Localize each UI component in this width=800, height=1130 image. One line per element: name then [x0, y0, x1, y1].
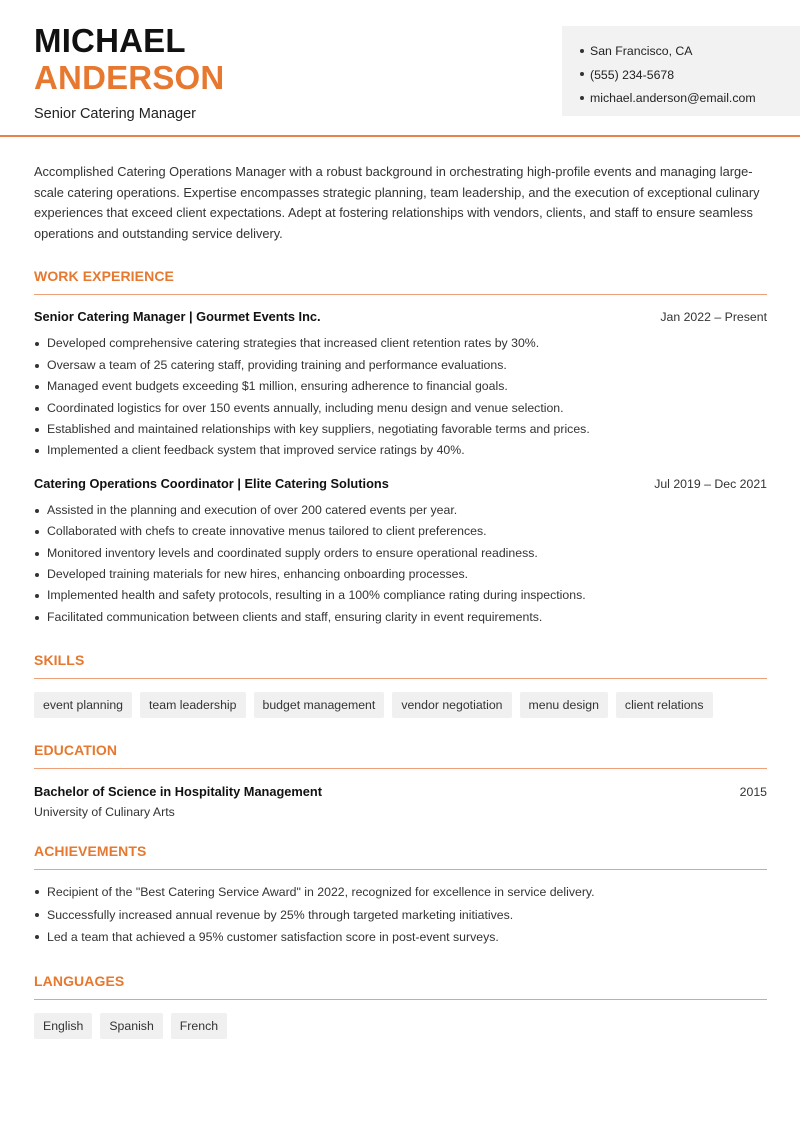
summary: Accomplished Catering Operations Manager with a robust background in orchestrating high-profile events and managing large-scale catering operations. Expertise encompasses strategic planning, team leadership, and the execution of exceptional culinary experiences that exceed client expectations. Adept at fostering relationships with vendors, clients, and staff to ensure seamless operations and outstanding service delivery. — [34, 164, 760, 241]
job-bullet: Assisted in the planning and execution of over 200 catered events per year. — [34, 500, 767, 521]
achievement-item: Recipient of the "Best Catering Service Award" in 2022, recognized for excellence in service delivery. — [34, 881, 767, 904]
resume-body — [34, 162, 767, 1039]
job-dates: Jul 2019 – Dec 2021 — [654, 476, 767, 491]
job-header — [34, 309, 767, 324]
skill-tag: client relations — [616, 692, 713, 718]
last-name: ANDERSON — [34, 59, 225, 96]
job-dates: Jan 2022 – Present — [660, 310, 767, 325]
job-bullet: Developed training materials for new hires, enhancing onboarding processes. — [34, 564, 767, 585]
job-entry — [34, 309, 767, 461]
skill-tag: vendor negotiation — [392, 692, 511, 718]
job-bullet: Developed comprehensive catering strategies that increased client retention rates by 30%. — [34, 333, 767, 354]
section-title-work: WORK EXPERIENCE — [34, 268, 767, 295]
bullet-icon — [580, 49, 584, 53]
job-bullet: Implemented a client feedback system that improved service ratings by 40%. — [34, 440, 767, 461]
section-title-skills: SKILLS — [34, 652, 767, 679]
languages-list — [34, 1013, 767, 1039]
job-role: Senior Catering Manager | Gourmet Events Inc. — [34, 309, 321, 325]
achievement-item: Led a team that achieved a 95% customer satisfaction score in post-event surveys. — [34, 926, 767, 949]
section-title-education: EDUCATION — [34, 742, 767, 769]
location-text: San Francisco, CA — [590, 44, 693, 58]
job-entry — [34, 476, 767, 628]
skill-tag: budget management — [254, 692, 385, 718]
contact-phone — [580, 64, 800, 88]
skills-list — [34, 692, 767, 718]
email-text: michael.anderson@email.com — [590, 91, 756, 105]
job-bullet: Monitored inventory levels and coordinated supply orders to ensure operational readiness. — [34, 543, 767, 564]
education-entry — [34, 784, 767, 819]
job-bullet: Managed event budgets exceeding $1 million, ensuring adherence to financial goals. — [34, 376, 767, 397]
first-name: MICHAEL — [34, 22, 186, 59]
job-bullet: Oversaw a team of 25 catering staff, providing training and performance evaluations. — [34, 355, 767, 376]
achievement-item: Successfully increased annual revenue by 25% through targeted marketing initiatives. — [34, 904, 767, 927]
job-title: Senior Catering Manager — [34, 106, 197, 122]
bullet-icon — [580, 96, 584, 100]
language-tag: Spanish — [100, 1013, 162, 1039]
section-title-languages: LANGUAGES — [34, 973, 767, 1000]
school-name: University of Culinary Arts — [34, 805, 175, 820]
job-bullets — [34, 333, 767, 461]
job-bullet: Collaborated with chefs to create innovative menus tailored to client preferences. — [34, 521, 767, 542]
skill-tag: team leadership — [140, 692, 246, 718]
education-header — [34, 784, 767, 799]
contact-email — [580, 87, 800, 111]
contact-location — [580, 40, 800, 64]
language-tag: French — [171, 1013, 227, 1039]
section-title-achievements: ACHIEVEMENTS — [34, 843, 767, 870]
degree: Bachelor of Science in Hospitality Management — [34, 784, 322, 800]
phone-text: (555) 234-5678 — [590, 67, 675, 82]
job-bullet: Coordinated logistics for over 150 events annually, including menu design and venue selection. — [34, 398, 767, 419]
language-tag: English — [34, 1013, 92, 1039]
skill-tag: event planning — [34, 692, 132, 718]
contact-box — [562, 26, 800, 116]
job-bullets — [34, 500, 767, 628]
job-header — [34, 476, 767, 491]
skill-tag: menu design — [520, 692, 608, 718]
name-block — [34, 22, 224, 122]
job-role: Catering Operations Coordinator | Elite Catering Solutions — [34, 475, 389, 491]
achievements-list — [34, 881, 767, 949]
resume-header — [0, 0, 800, 137]
job-bullet: Established and maintained relationships with key suppliers, negotiating favorable terms and prices. — [34, 419, 767, 440]
job-bullet: Facilitated communication between clients and staff, ensuring clarity in event requirements. — [34, 607, 767, 628]
job-bullet: Implemented health and safety protocols, resulting in a 100% compliance rating during inspections. — [34, 585, 767, 606]
graduation-year: 2015 — [739, 785, 767, 800]
bullet-icon — [580, 72, 584, 76]
